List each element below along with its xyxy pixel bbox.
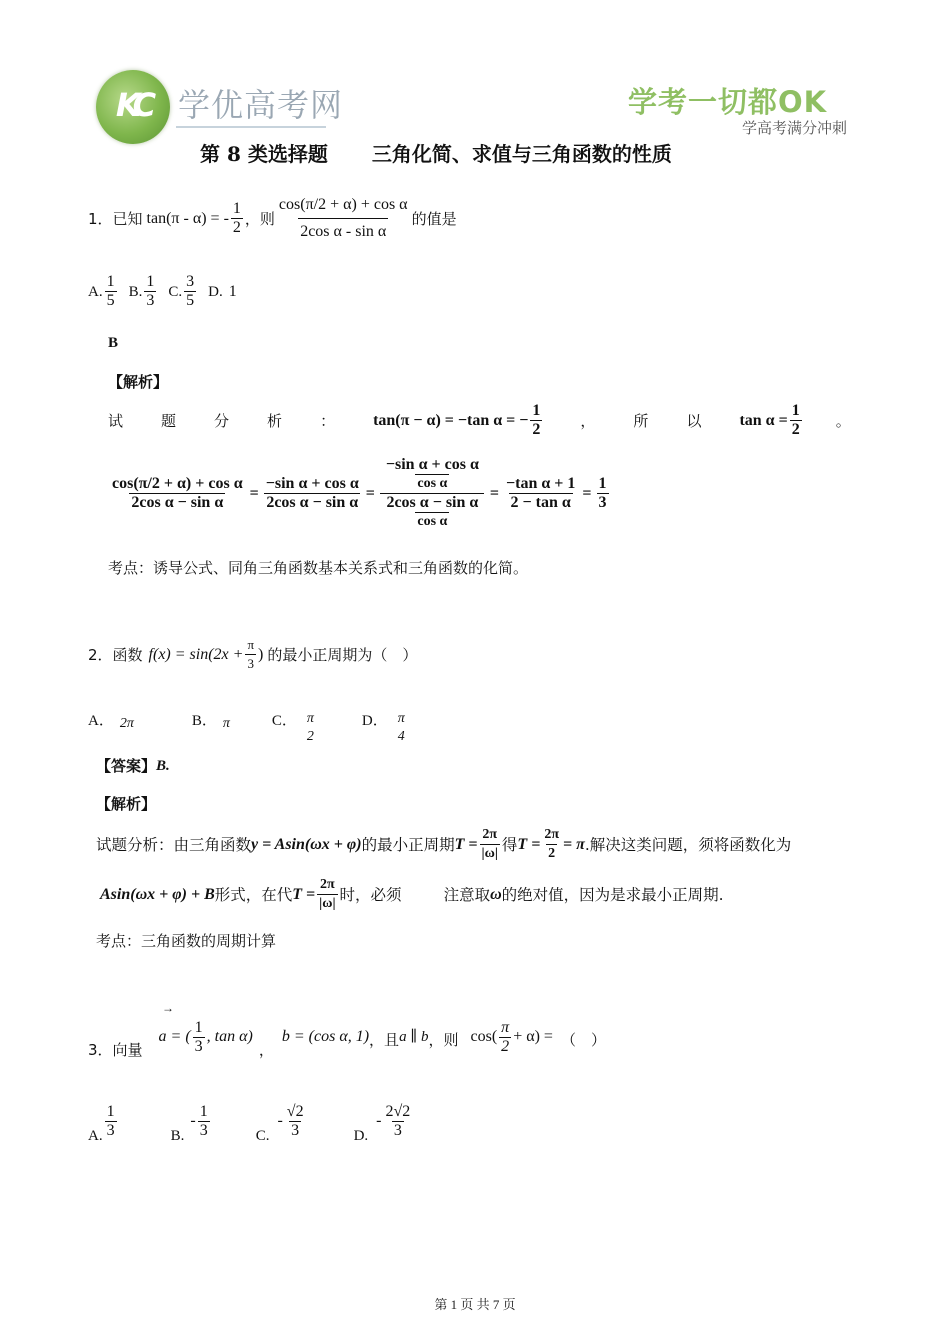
q2-line1-text: 得 <box>501 835 518 854</box>
q1-option-d: 1 <box>228 282 237 300</box>
q3-option-a-label: A. <box>88 1128 103 1144</box>
q2-option-c: π 2 <box>306 711 314 744</box>
q3-option-b-label: B. <box>170 1128 185 1144</box>
q1-number: 1．已知 <box>88 209 143 228</box>
q3-option-b-sign: - <box>190 1112 196 1129</box>
q3-stem <box>88 1014 606 1060</box>
q1-intro-char: 分 <box>214 411 230 430</box>
q1-chain: $\frac{\text{cos(π/2 + α) + cos α}}{\text{2cos α − sin α}}$ = $\frac{\text{−sin α + cos α}}{\text{2cos α − sin α}}$ = $\frac{\frac{\text{−sin α + cos α}}{\text{cos α}}}{\frac{\text{2cos α − sin α}}{\text{cos α}}}$ = $\frac{\text{−tan α + 1}}{\text{2 − tan α}}$ = $\frac{1}{3}$ <box>112 456 607 529</box>
q2-stem <box>88 636 417 673</box>
q3-paren: （ ） <box>560 1031 606 1049</box>
q3-vector-a-end: , tan α) <box>206 1028 253 1045</box>
q1-option-c: $\frac{3}{5}$ <box>186 273 195 309</box>
q2-period-frac: $\frac{2\pi}{|\omega|}$ <box>481 827 498 861</box>
q2-option-a-label: A． <box>88 713 114 729</box>
q3-then: ，则 <box>428 1031 459 1049</box>
q2-analysis-line1 <box>96 826 791 863</box>
title-part1: 第 8 类选择题 <box>200 142 328 166</box>
q2-line1-T: T = <box>454 835 478 853</box>
q1-option-a: $\frac{1}{5}$ <box>106 273 115 309</box>
q3-vector-b: b = (cos α, 1) <box>281 1028 370 1045</box>
q1-so-char: 以 <box>686 411 702 430</box>
q2-line2-text: 形式，在代 <box>214 885 293 904</box>
q1-chain-term2: $\frac{\text{−sin α + cos α}}{\text{2cos α − sin α}}$ <box>265 475 359 511</box>
q1-options <box>88 273 237 310</box>
logo-mark: KC <box>115 86 151 124</box>
q3-option-c: $\frac{√2}{3}$ <box>286 1102 304 1139</box>
q1-option-a-label: A. <box>88 283 103 300</box>
q1-analysis-line1 <box>108 402 888 439</box>
q1-chain-term1: $\frac{\text{cos(π/2 + α) + cos α}}{\text{2cos α − sin α}}$ <box>112 475 243 511</box>
q1-kaodian: 考点：诱导公式、同角三角函数基本关系式和三角函数的化简。 <box>108 559 529 577</box>
q1-step1: tan(π − α) = −tan α = − <box>373 411 529 429</box>
q3-number: 3．向量 <box>88 1041 143 1059</box>
q2-line2-formula: Asin(ωx + φ) + B <box>100 885 215 903</box>
brand-name: 学优高考网 <box>178 86 344 124</box>
q1-suffix: 的值是 <box>411 209 457 228</box>
q2-line2-text: 时，必须 <box>339 885 402 904</box>
q2-line2-frac: $\frac{2\pi}{|\omega|}$ <box>319 877 336 911</box>
q1-option-d-label: D. <box>208 283 223 300</box>
q2-close-paren: ) <box>258 645 264 663</box>
q2-period-value-frac: $\frac{2\pi}{2}$ <box>544 827 559 861</box>
q2-option-c-label: C． <box>271 713 297 729</box>
q3-option-b: $\frac{1}{3}$ <box>199 1102 208 1139</box>
page-footer: 第 1 页 共 7 页 <box>434 1297 516 1312</box>
q1-step1-frac: $\frac{1}{2}$ <box>532 402 541 438</box>
q3-option-a: $\frac{1}{3}$ <box>106 1102 115 1139</box>
q1-step2: tan α = <box>739 411 788 429</box>
q2-line1-text: .解决这类问题，须将函数化为 <box>584 835 792 854</box>
q2-analysis-line2 <box>100 876 724 913</box>
q3-one-third: $\frac{1}{3}$ <box>194 1018 203 1055</box>
q2-number: 2．函数 <box>88 645 143 664</box>
q1-chain-term4: $\frac{\text{−tan α + 1}}{\text{2 − tan α}}$ <box>506 475 576 511</box>
q3-and: ，且 <box>369 1031 400 1049</box>
q2-answer: B. <box>156 758 170 774</box>
q2-options <box>88 696 407 746</box>
q1-step2-frac: $\frac{1}{2}$ <box>791 402 800 438</box>
q2-option-b: π <box>222 716 230 731</box>
q2-option-a: 2π <box>119 716 134 731</box>
q2-line2-text: 的绝对值，因为是求最小正周期. <box>501 885 724 904</box>
q2-suffix: 的最小正周期为（ ） <box>267 645 418 664</box>
q2-line1-T: T = <box>517 835 541 853</box>
q3-option-d-sign: - <box>376 1112 382 1129</box>
q1-option-b-label: B. <box>128 283 143 300</box>
q3-pi-over-2: $\frac{\pi}{2}$ <box>501 1018 510 1055</box>
q3-option-d: $\frac{2√2}{3}$ <box>385 1102 411 1139</box>
q1-stem <box>88 196 457 241</box>
q1-intro-char: 试 <box>108 411 124 430</box>
q3-comma: ， <box>258 1041 274 1059</box>
brand-slogan-sub: 学高考满分冲刺 <box>742 119 848 137</box>
q2-function: f(x) = sin(2x + <box>148 645 244 663</box>
q3-options <box>88 1096 414 1146</box>
q2-answer-line <box>96 756 170 776</box>
q3-option-d-label: D. <box>353 1128 369 1144</box>
q2-option-b-label: B． <box>191 713 217 729</box>
q1-so-char: ， <box>580 411 596 430</box>
q2-line2-T: T = <box>292 885 316 903</box>
q1-intro-char: ： <box>320 411 336 430</box>
q2-kaodian: 考点：三角函数的周期计算 <box>96 932 277 950</box>
q1-half: $\frac{1}{2}$ <box>232 200 241 236</box>
page-title <box>200 138 672 167</box>
q2-pi-over-3: $\frac{\pi}{3}$ <box>247 637 255 671</box>
q3-cos: cos( <box>470 1028 498 1045</box>
q1-target-fraction: $\frac{\text{cos(π/2 + α) + cos α}}{\text{2cos α - sin α}}$ <box>278 196 408 240</box>
q2-option-d: π 4 <box>397 711 405 744</box>
title-part2: 三角化简、求值与三角函数的性质 <box>371 142 672 166</box>
q1-chain-result: $\frac{1}{3}$ <box>598 475 607 511</box>
q3-cos-end: + α) = <box>513 1028 553 1045</box>
q1-then: ，则 <box>244 209 275 228</box>
q3-vector-a: a = ( <box>158 1028 191 1045</box>
q2-analysis-label: 【解析】 <box>96 795 157 813</box>
q2-line2-omega: ω <box>490 885 502 903</box>
q2-line1-formula: y = Asin(ωx + φ) <box>251 835 362 853</box>
q2-answer-label: 【答案】 <box>96 757 157 775</box>
q1-intro-char: 析 <box>267 411 283 430</box>
q1-analysis-label: 【解析】 <box>108 373 169 391</box>
q3-vector-arrow: → <box>162 1001 174 1015</box>
q3-option-c-label: C. <box>255 1128 270 1144</box>
q1-so-char: 所 <box>633 411 649 430</box>
q1-answer: B <box>108 335 119 351</box>
brand-underline <box>176 126 326 128</box>
q1-chain-term3: $\frac{\frac{\text{−sin α + cos α}}{\text{cos α}}}{\frac{\text{2cos α − sin α}}{\text{cos α}}}$ <box>380 456 485 531</box>
q3-parallel: a ∥ b <box>399 1029 429 1045</box>
q1-intro-char: 题 <box>161 411 177 430</box>
q2-line1-text: 的最小正周期 <box>361 835 455 854</box>
q1-option-b: $\frac{1}{3}$ <box>146 273 155 309</box>
q3-option-c-sign: - <box>277 1112 283 1129</box>
q1-option-c-label: C. <box>168 283 183 300</box>
q2-option-d-label: D． <box>361 713 388 729</box>
q2-line2-text: 注意取 <box>443 885 491 904</box>
q1-given: tan(π - α) = - <box>146 209 229 227</box>
q2-line1-text: 试题分析：由三角函数 <box>96 835 252 854</box>
brand-slogan: 学考一切都OK <box>628 85 828 119</box>
q1-period: 。 <box>835 411 851 430</box>
q2-line1-result: = π <box>562 835 585 853</box>
